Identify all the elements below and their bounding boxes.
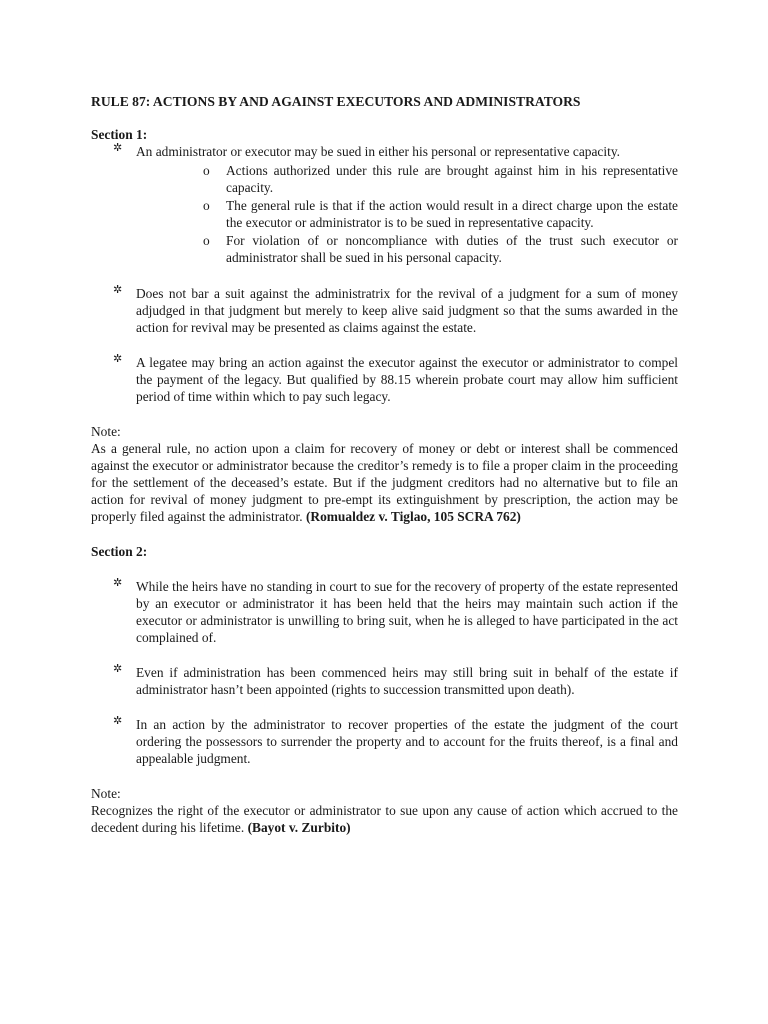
note-text: As a general rule, no action upon a claim for recovery of money or debt or interest shall be commenced against the executor or administrator because the creditor’s remedy is to file a proper claim in the proceeding for the settlement of the deceased’s estate. But if the judgment creditors had no alternative but to file an action for revival of money judgment to pre-empt its extinguishment by prescription, the action may be properly filed against the administrator.	[91, 441, 678, 524]
section-1-note-label: Note:	[91, 424, 121, 439]
sub-bullet-2	[181, 197, 678, 231]
sub-bullet-text: For violation of or noncompliance with duties of the trust such executor or administrator shall be sued in his personal capacity.	[226, 233, 678, 265]
bullet-icon: ✲	[113, 715, 123, 727]
bullet-icon: ✲	[113, 284, 123, 296]
case-citation: (Romualdez v. Tiglao, 105 SCRA 762)	[305, 509, 521, 524]
sub-bullet-icon: o	[203, 198, 210, 213]
section-1-heading: Section 1:	[91, 127, 148, 142]
section-2-bullet-list	[91, 578, 678, 767]
section-1-bullet-2	[91, 285, 678, 336]
section-1-bullet-1	[91, 143, 678, 266]
bullet-icon: ✲	[113, 353, 123, 365]
section-1-bullet-3	[91, 354, 678, 405]
sub-bullet-3	[181, 232, 678, 266]
document-title: RULE 87: ACTIONS BY AND AGAINST EXECUTORS AND ADMINISTRATORS	[91, 94, 581, 109]
section-2-bullet-1	[91, 578, 678, 646]
section-2-bullet-3	[91, 716, 678, 767]
bullet-text: An administrator or executor may be sued in either his personal or representative capacity.	[136, 144, 620, 159]
bullet-icon: ✲	[113, 663, 123, 675]
section-1-sub-list	[136, 162, 678, 266]
bullet-text: Does not bar a suit against the administratrix for the revival of a judgment for a sum of money adjudged in that judgment but merely to keep alive said judgment so that the sums awarded in the action for revival may be presented as claims against the estate.	[136, 286, 678, 335]
bullet-icon: ✲	[113, 142, 123, 154]
section-2-heading: Section 2:	[91, 544, 148, 559]
sub-bullet-icon: o	[203, 233, 210, 248]
case-citation: (Bayot v. Zurbito)	[247, 820, 351, 835]
bullet-icon: ✲	[113, 577, 123, 589]
document-page	[91, 93, 678, 836]
section-2-note-label: Note:	[91, 786, 121, 801]
section-1-bullet-list	[91, 143, 678, 405]
note-text: Recognizes the right of the executor or administrator to sue upon any cause of action which accrued to the decedent during his lifetime.	[91, 803, 678, 835]
sub-bullet-text: Actions authorized under this rule are brought against him in his representative capacity.	[226, 163, 678, 195]
sub-bullet-1	[181, 162, 678, 196]
bullet-text: While the heirs have no standing in court to sue for the recovery of property of the estate represented by an executor or administrator it has been held that the heirs may maintain such action if the executor or administrator is unwilling to bring suit, when he is alleged to have participated in the act complained of.	[136, 579, 678, 645]
section-2-bullet-2	[91, 664, 678, 698]
bullet-text: Even if administration has been commenced heirs may still bring suit in behalf of the estate if administrator hasn’t been appointed (rights to succession transmitted upon death).	[136, 665, 678, 697]
section-2-note	[91, 802, 678, 836]
bullet-text: A legatee may bring an action against the executor against the executor or administrator to compel the payment of the legacy. But qualified by 88.15 wherein probate court may allow him sufficient period of time within which to pay such legacy.	[136, 355, 678, 404]
bullet-text: In an action by the administrator to recover properties of the estate the judgment of the court ordering the possessors to surrender the property and to account for the fruits thereof, is a final and appealable judgment.	[136, 717, 678, 766]
sub-bullet-icon: o	[203, 163, 210, 178]
sub-bullet-text: The general rule is that if the action would result in a direct charge upon the estate the executor or administrator is to be sued in representative capacity.	[226, 198, 678, 230]
section-1-note	[91, 440, 678, 525]
